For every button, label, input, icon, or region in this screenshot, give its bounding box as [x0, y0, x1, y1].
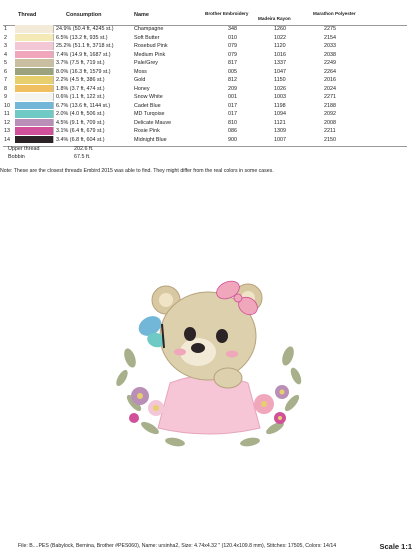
madeira-cell: 1121 — [274, 119, 286, 126]
brother-cell: 079 — [228, 43, 237, 49]
marathon-cell: 2016 — [324, 77, 336, 83]
table-row — [0, 127, 416, 136]
file-info: File: B....PES (Babylock, Bernina, Brother #PES060), Name: ursinha2, Size: 4.74x4.32 " (120.4x109.8 mm), Stitches: 17505, Colors: 14/14 — [18, 543, 337, 549]
thread-table — [0, 25, 416, 144]
consumption-cell: 1.8% (3.7 ft, 474 st.) — [56, 85, 105, 92]
header-madeira: Madeira Rayon — [258, 16, 291, 21]
consumption-cell: 6.5% (13.2 ft, 935 st.) — [56, 34, 108, 41]
madeira-cell: 1260 — [274, 26, 286, 32]
brother-cell: 017 — [228, 102, 237, 109]
brother-cell: 017 — [228, 111, 237, 117]
thread-number: 14 — [4, 136, 10, 143]
brother-cell: 010 — [228, 34, 237, 41]
header-name: Name — [134, 12, 149, 18]
consumption-cell: 0.6% (1.1 ft, 122 st.) — [56, 94, 105, 100]
consumption-cell: 3.4% (6.8 ft, 604 st.) — [56, 136, 105, 143]
header-brother: Brother Embroidery — [205, 11, 249, 16]
marathon-cell: 2154 — [324, 34, 336, 41]
marathon-cell: 2092 — [324, 111, 336, 117]
madeira-cell: 1198 — [274, 102, 286, 109]
brother-cell: 348 — [228, 26, 237, 32]
marathon-cell: 2024 — [324, 85, 336, 92]
table-row — [0, 68, 416, 77]
marathon-cell: 2275 — [324, 26, 336, 32]
thread-number: 1 — [4, 26, 7, 32]
madeira-cell: 1094 — [274, 111, 286, 117]
table-row — [0, 136, 416, 145]
consumption-cell: 25.2% (51.1 ft, 3718 st.) — [56, 43, 114, 49]
consumption-cell: 4.5% (9.1 ft, 709 st.) — [56, 119, 105, 126]
thread-number: 13 — [4, 128, 10, 134]
brother-cell: 817 — [228, 60, 237, 66]
consumption-cell: 3.1% (6.4 ft, 679 st.) — [56, 128, 105, 134]
table-row — [0, 25, 416, 34]
butterfly — [135, 312, 167, 349]
embroidery-preview — [110, 268, 306, 452]
thread-number: 10 — [4, 102, 10, 109]
thread-number: 8 — [4, 85, 7, 92]
name-cell: Snow White — [134, 94, 163, 100]
marathon-cell: 2038 — [324, 51, 336, 58]
thread-number: 6 — [4, 68, 7, 75]
thread-number: 5 — [4, 60, 7, 66]
header-consumption: Consumption — [66, 12, 102, 18]
bobbin-label: Bobbin — [8, 154, 25, 160]
marathon-cell: 2008 — [324, 119, 336, 126]
color-swatch — [15, 127, 54, 135]
madeira-cell: 1016 — [274, 51, 286, 58]
marathon-cell: 2211 — [324, 128, 336, 134]
dress — [158, 376, 260, 435]
thread-number: 11 — [4, 111, 10, 117]
madeira-cell: 1120 — [274, 43, 286, 49]
name-cell: Gold — [134, 77, 146, 83]
marathon-cell: 2150 — [324, 136, 336, 143]
consumption-cell: 7.4% (14.9 ft, 1687 st.) — [56, 51, 111, 58]
name-cell: Moss — [134, 68, 147, 75]
color-swatch — [15, 34, 54, 42]
name-cell: MD Turqoise — [134, 111, 165, 117]
table-row — [0, 51, 416, 60]
name-cell: Honey — [134, 85, 150, 92]
thread-number: 9 — [4, 94, 7, 100]
name-cell: Rosie Pink — [134, 128, 160, 134]
brother-cell: 086 — [228, 128, 237, 134]
marathon-cell: 2188 — [324, 102, 336, 109]
header-thread: Thread — [18, 12, 37, 18]
table-row — [0, 85, 416, 94]
name-cell: Cadet Blue — [134, 102, 161, 109]
marathon-cell: 2271 — [324, 94, 336, 100]
marathon-cell: 2249 — [324, 60, 336, 66]
name-cell: Midnight Blue — [134, 136, 167, 143]
brother-cell: 001 — [228, 94, 237, 100]
madeira-cell: 1022 — [274, 34, 286, 41]
note-text: Note: These are the closest threads Embird 2015 was able to find. They might differ from the real colors in some cases. — [0, 168, 274, 174]
consumption-cell: 24.9% (50.4 ft, 4245 st.) — [56, 26, 114, 32]
name-cell: Pale/Grey — [134, 60, 158, 66]
color-swatch — [15, 93, 54, 101]
name-cell: Champagne — [134, 26, 164, 32]
consumption-cell: 2.0% (4.0 ft, 506 st.) — [56, 111, 105, 117]
brother-cell: 810 — [228, 119, 237, 126]
table-row — [0, 110, 416, 119]
consumption-cell: 2.2% (4.5 ft, 386 st.) — [56, 77, 105, 83]
header-marathon: Marathon Polyester — [313, 11, 356, 16]
marathon-cell: 2033 — [324, 43, 336, 49]
consumption-cell: 8.0% (16.3 ft, 1579 st.) — [56, 68, 111, 75]
table-row — [0, 102, 416, 111]
madeira-cell: 1337 — [274, 60, 286, 66]
table-header — [0, 0, 416, 24]
scale-label: Scale 1:1 — [379, 542, 412, 551]
table-row — [0, 93, 416, 102]
table-row — [0, 76, 416, 85]
name-cell: Medium Pink — [134, 51, 166, 58]
consumption-cell: 3.7% (7.5 ft, 719 st.) — [56, 60, 105, 66]
thread-summary — [0, 146, 416, 166]
color-swatch — [15, 59, 54, 67]
thread-number: 2 — [4, 34, 7, 41]
bobbin-value: 67.5 ft. — [74, 154, 91, 160]
madeira-cell: 1003 — [274, 94, 286, 100]
color-swatch — [15, 51, 54, 59]
color-swatch — [15, 85, 54, 93]
name-cell: Delicate Mauve — [134, 119, 172, 126]
brother-cell: 812 — [228, 77, 237, 83]
color-swatch — [15, 102, 54, 110]
color-swatch — [15, 42, 54, 50]
marathon-cell: 2264 — [324, 68, 336, 75]
table-row — [0, 34, 416, 43]
madeira-cell: 1150 — [274, 77, 286, 83]
brother-cell: 209 — [228, 85, 237, 92]
madeira-cell: 1026 — [274, 85, 286, 92]
color-swatch — [15, 110, 54, 118]
brother-cell: 079 — [228, 51, 237, 58]
color-swatch — [15, 119, 54, 127]
upper-thread-label: Upper thread — [8, 146, 40, 152]
thread-number: 12 — [4, 119, 10, 126]
color-swatch — [15, 136, 54, 144]
brother-cell: 900 — [228, 136, 237, 143]
color-swatch — [15, 25, 54, 33]
madeira-cell: 1047 — [274, 68, 286, 75]
thread-number: 7 — [4, 77, 7, 83]
thread-number: 3 — [4, 43, 7, 49]
upper-thread-value: 202.6 ft. — [74, 146, 94, 152]
thread-number: 4 — [4, 51, 7, 58]
table-row — [0, 42, 416, 51]
consumption-cell: 6.7% (13.6 ft, 1144 st.) — [56, 102, 111, 109]
table-row — [0, 119, 416, 128]
table-row — [0, 59, 416, 68]
color-swatch — [15, 76, 54, 84]
color-swatch — [15, 68, 54, 76]
name-cell: Soft Butter — [134, 34, 160, 41]
brother-cell: 005 — [228, 68, 237, 75]
madeira-cell: 1007 — [274, 136, 286, 143]
name-cell: Rosebud Pink — [134, 43, 168, 49]
madeira-cell: 1309 — [274, 128, 286, 134]
